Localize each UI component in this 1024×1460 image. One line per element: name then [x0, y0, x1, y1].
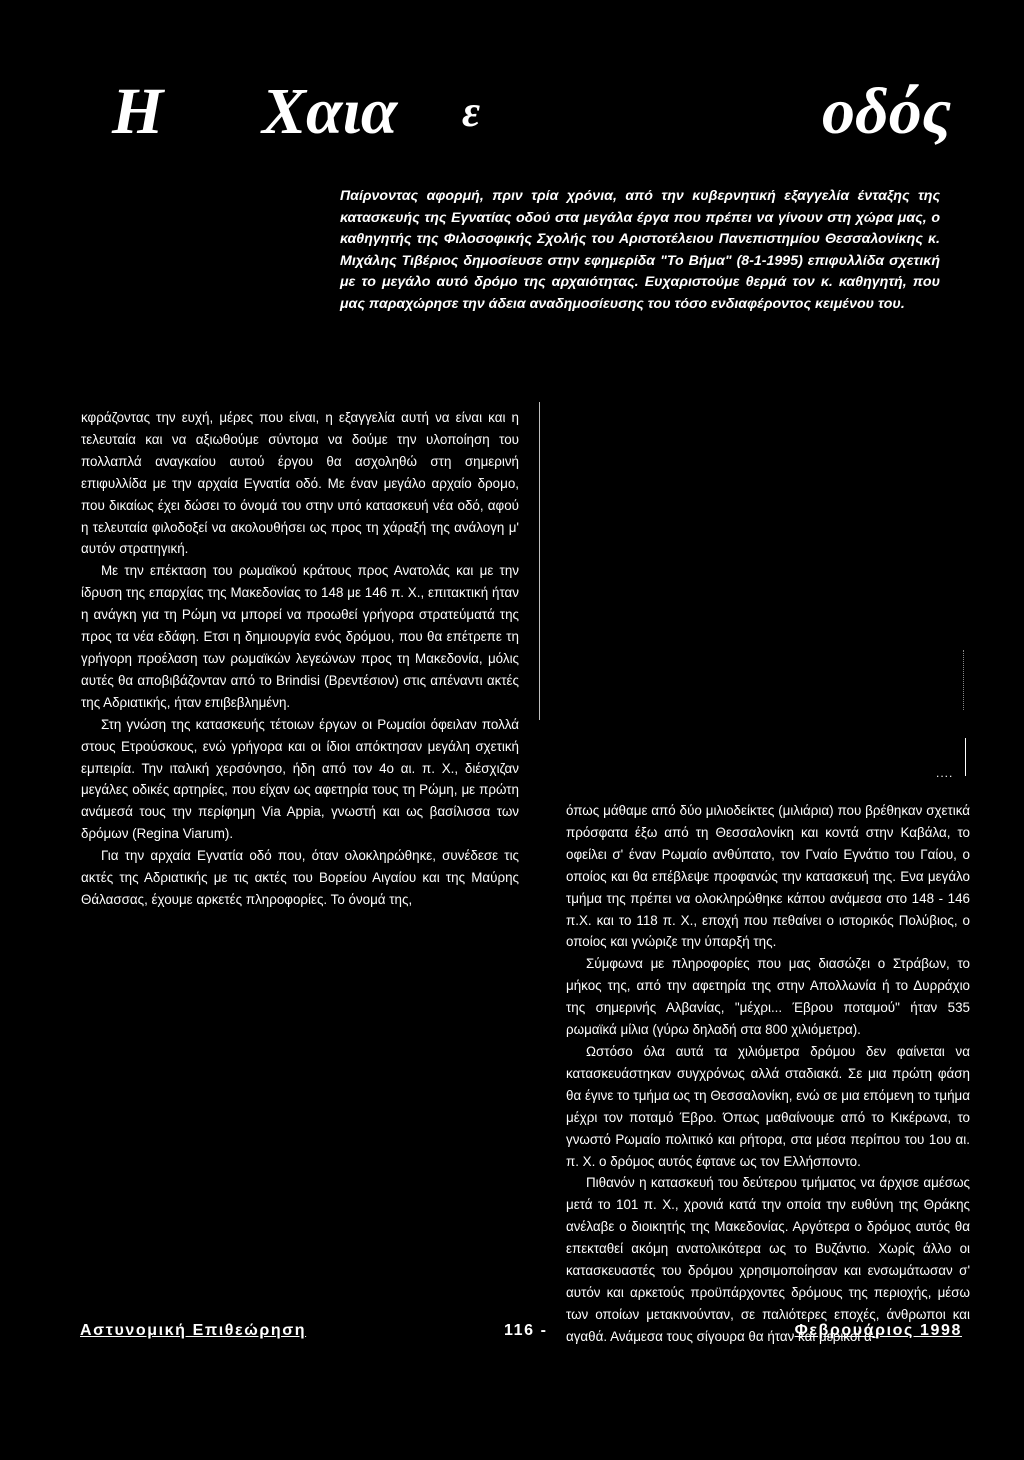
- left-column: [81, 407, 519, 911]
- right-paragraph-4: Πιθανόν η κατασκευή του δεύτερου τμήματος να άρχισε αμέσως μετά το 101 π. Χ., χρονιά κατά την οποία την ευθύνη της Θράκης ανέλαβε ο διοικητής της Μακεδονίας. Αργότερα ο δρόμος αυτός θα επεκταθεί ακόμη ανατολικότερα ως το Βυζάντιο. Χωρίς άλλο οι κατασκευαστές του δρόμου χρησιμοποίησαν και ενσωμάτωσαν σ' αυτόν και αρκετούς προϋπάρχοντες δρόμους της περιοχής, μέσω των οποίων μετακινούνταν, σε παλιότερες εποχές, άνθρωποι και αγαθά. Ανάμεσα τους σίγουρα θα ήταν και μερικοί α-: [566, 1175, 970, 1344]
- column-divider: [539, 402, 540, 720]
- title-fragment-4: οδός: [822, 75, 952, 148]
- left-paragraph-4: Για την αρχαία Εγνατία οδό που, όταν ολοκληρώθηκε, συνέδεσε τις ακτές της Αδριατικής με τις ακτές του Βορείου Αιγαίου και της Μαύρης Θάλασσας, έχουμε αρκετές πληροφορίες. Το όνομά της,: [81, 848, 519, 907]
- footer-page-number: 116 -: [504, 1322, 548, 1339]
- article-title: [0, 72, 1024, 152]
- footer-date: Φεβρουάριος 1998: [794, 1322, 962, 1339]
- title-fragment-1: Η: [112, 75, 164, 148]
- stray-marks: ....: [936, 766, 954, 780]
- edge-marks: [963, 650, 965, 710]
- right-rule: [965, 738, 966, 776]
- intro-paragraph: Παίρνοντας αφορμή, πριν τρία χρόνια, από την κυβερνητική εξαγγελία ένταξης της κατασκευής της Εγνατίας οδού στα μεγάλα έργα που πρέπει να γίνουν στη χώρα μας, ο καθηγητής της Φιλοσοφικής Σχολής του Αριστοτέλειου Πανεπιστημίου Θεσσαλονίκης κ. Μιχάλης Τιβέριος δημοσίευσε στην εφημερίδα "Το Βήμα" (8-1-1995) επιφυλλίδα σχετική με το μεγάλο αυτό δρόμο της αρχαιότητας. Ευχαριστούμε θερμά τον κ. καθηγητή, που μας παραχώρησε την άδεια αναδημοσίευσης του τόσο ενδιαφέροντος κειμένου του.: [340, 188, 940, 312]
- title-fragment-3: ε: [462, 87, 481, 136]
- right-column: [566, 800, 970, 1348]
- title-fragment-2: Χαια: [262, 75, 398, 148]
- right-paragraph-3: Ωστόσο όλα αυτά τα χιλιόμετρα δρόμου δεν φαίνεται να κατασκευάστηκαν συγχρόνως αλλά σταδιακά. Σε μια πρώτη φάση θα έγινε το τμήμα ως τη Θεσσαλονίκη, ενώ σε μια επόμενη το τμήμα μέχρι τον ποταμό Έβρο. Όπως μαθαίνουμε από το Κικέρωνα, το γνωστό Ρωμαίο πολιτικό και ρήτορα, στα μέσα περίπου του 1ου αι. π. Χ. ο δρόμος αυτός έφτανε ως τον Ελλήσποντο.: [566, 1043, 970, 1169]
- left-paragraph-1: κφράζοντας την ευχή, μέρες που είναι, η εξαγγελία αυτή να είναι και η τελευταία και να αξιωθούμε σύντομα να δούμε την υλοποίηση του πολλαπλά αναγκαίου αυτού έργου θα ασχοληθώ στη σημερινή επιφυλλίδα με την αρχαία Εγνατία οδό. Με έναν μεγάλο αρχαίο δρομο, που δικαίως έχει δώσει το όνομά του στην υπό κατασκευή νέα οδό, αφού η τελευταία φιλοδοξεί να ακολουθήσει ως προς τη χάραξή της ανάλογη μ' αυτόν στρατηγική.: [81, 410, 519, 557]
- left-paragraph-2: Με την επέκταση του ρωμαϊκού κράτους προς Ανατολάς και με την ίδρυση της επαρχίας της Μακεδονίας το 148 με 146 π. Χ., επιτακτική ήταν η ανάγκη για τη Ρώμη να μπορεί να προωθεί γρήγορα στρατεύματά της προς τα νέα εδάφη. Ετσι η δημιουργία ενός δρόμου, που θα επέτρεπε τη γρήγορη προέλαση των ρωμαϊκών λεγεώνων προς τη Μακεδονία, μόλις αυτές θα αποβιβάζονταν από το Brindisi (Βρεντέσιον) στις απέναντι ακτές της Αδριατικής, ήταν επιβεβλημένη.: [81, 563, 519, 710]
- footer-publication: Αστυνομική Επιθεώρηση: [80, 1322, 307, 1339]
- right-paragraph-1: όπως μάθαμε από δύο μιλιοδείκτες (μιλιάρια) που βρέθηκαν σχετικά πρόσφατα έξω από τη Θεσσαλονίκη και κοντά στην Καβάλα, το οφείλει σ' έναν Ρωμαίο ανθύπατο, τον Γναίο Εγνάτιο του Γαίου, ο οποίος και θα επέβλεψε προφανώς την κατασκευή της. Ενα μεγάλο τμήμα της πρέπει να ολοκληρώθηκε κάπου ανάμεσα στο 148 - 146 π.Χ. και το 118 π. Χ., εποχή που πεθαίνει ο ιστορικός Πολύβιος, ο οποίος και γνώριζε την ύπαρξή της.: [566, 803, 970, 950]
- right-paragraph-2: Σύμφωνα με πληροφορίες που μας διασώζει ο Στράβων, το μήκος της, από την αφετηρία της στην Απολλωνία ή το Δυρράχιο της σημερινής Αλβανίας, "μέχρι... Έβρου ποταμού" ήταν 535 ρωμαϊκά μίλια (γύρω δηλαδή στα 800 χιλιόμετρα).: [566, 956, 970, 1038]
- article-intro: [340, 186, 940, 316]
- left-paragraph-3: Στη γνώση της κατασκευής τέτοιων έργων οι Ρωμαίοι όφειλαν πολλά στους Ετρούσκους, ενώ γρήγορα και οι ίδιοι απόκτησαν μεγάλη σχετική εμπειρία. Την ιταλική χερσόνησο, ήδη από τον 4ο αι. π. Χ., διέσχιζαν μεγάλες οδικές αρτηρίες, που είχαν ως αφετηρία τους τη Ρώμη, με πρώτη ανάμεσά τους την περίφημη Via Appia, γνωστή και ως βασίλισσα των δρόμων (Regina Viarum).: [81, 716, 519, 842]
